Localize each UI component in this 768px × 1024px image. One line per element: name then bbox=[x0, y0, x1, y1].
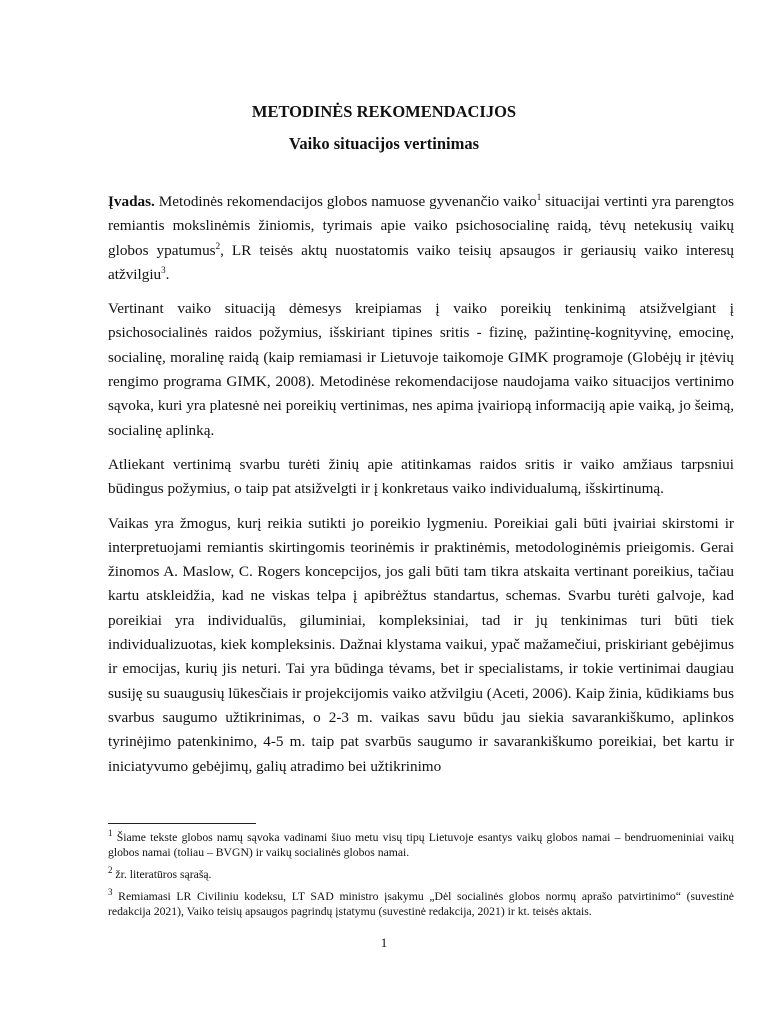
footnote-mark-3: 3 bbox=[108, 887, 113, 898]
introduction-text-d: . bbox=[165, 265, 170, 283]
footnote-text-1: Šiame tekste globos namų sąvoka vadinami šiuo metu visų tipų Lietuvoje esantys vaikų globos namai – bendruomeniniai vaikų globos namai (toliau – BVGN) ir vaikų socialinės globos namai. bbox=[108, 831, 734, 859]
introduction-text-c: , LR teisės aktų nuostatomis vaiko teisių apsaugos ir geriausių vaiko interesų atžvilgiu bbox=[108, 241, 734, 283]
footnote-ref-2[interactable]: 2 bbox=[215, 240, 221, 251]
footnote-text-3: Remiamasi LR Civiliniu kodeksu, LT SAD ministro įsakymu „Dėl socialinės globos normų aprašo patvirtinimo“ (suvestinė redakcija 2021), Vaiko teisių apsaugos pagrindų įstatymu (suvestinė redakcija, 2021) ir kt. teisės aktais. bbox=[108, 890, 734, 918]
footnote-1 bbox=[108, 830, 734, 860]
footnote-mark-1: 1 bbox=[108, 828, 113, 839]
introduction-lead: Įvadas. bbox=[108, 193, 155, 210]
introduction-text-b: situacijai vertinti yra parengtos remiantis mokslinėmis žiniomis, tyrimais apie vaiko psichosocialinę raidą, tėvų netekusių vaikų globos ypatumus bbox=[108, 193, 734, 259]
paragraph-introduction bbox=[108, 190, 734, 287]
paragraph-assessment: Vertinant vaiko situaciją dėmesys kreipiamas į vaiko poreikių tenkinimą atsižvelgiant į psichosocialinės raidos požymius, išskiriant tipines sritis - fizinę, pažintinę-kognityvinę, emocinę, socialinę, moralinę raidą (kaip remiamasi ir Lietuvoje taikomoje GIMK programoje (Globėjų ir įtėvių rengimo programa GIMK, 2008). Metodinėse rekomendacijose naudojama vaiko situacijos vertinimo sąvoka, kuri yra platesnė nei poreikių vertinimas, nes apima įvairiopą informaciją apie vaiką, jo šeimą, socialinę aplinką. bbox=[108, 300, 734, 439]
footnote-2 bbox=[108, 867, 734, 882]
document-subtitle: Vaiko situacijos vertinimas bbox=[288, 134, 480, 153]
footnote-3 bbox=[108, 889, 734, 919]
footnote-ref-1[interactable]: 1 bbox=[536, 191, 542, 202]
page-number: 1 bbox=[380, 935, 388, 950]
footnote-ref-3[interactable]: 3 bbox=[161, 264, 166, 275]
footnote-mark-2: 2 bbox=[108, 865, 113, 876]
footnote-text-2: žr. literatūros sąrašą. bbox=[112, 868, 212, 881]
introduction-text-a: Metodinės rekomendacijos globos namuose gyvenančio vaiko bbox=[154, 193, 537, 210]
paragraph-needs: Vaikas yra žmogus, kurį reikia sutikti jo poreikio lygmeniu. Poreikiai gali būti įvairiai skirstomi ir interpretuojami remiantis skirtingomis teorinėmis ir praktinėmis, metodologinėmis prieigomis. Gerai žinomos A. Maslow, C. Rogers koncepcijos, jos gali būti tam tikra atskaita vertinant poreikius, tačiau kartu atskleidžia, kad ne viskas telpa į apibrėžtus standartus, schemas. Svarbu turėti galvoje, kad poreikiai yra individualūs, giluminiai, kompleksiniai, tad ir jų tenkinimas turi būti tiek individualizuotas, kiek kompleksinis. Dažnai klystama vaikui, ypač mažamečiui, priskiriant gebėjimus ir emocijas, kurių jis neturi. Tai yra būdinga tėvams, bet ir specialistams, ir tokie vertinimai daugiau susiję su suaugusių lūkesčiais ir projekcijomis vaiko atžvilgiu (Aceti, 2006). Kaip žinia, kūdikiams bus svarbus saugumo užtikrinimas, o 2-3 m. vaikas savu būdu jau siekia savarankiškumo, aplinkos tyrinėjimo patenkinimo, 4-5 m. taip pat svarbūs saugumo ir savarankiškumo poreikiai, bet kartu ir iniciatyvumo gebėjimų, galių atradimo bei užtikrinimo bbox=[108, 514, 734, 775]
footnote-separator bbox=[108, 823, 256, 824]
paragraph-knowledge: Atliekant vertinimą svarbu turėti žinių apie atitinkamas raidos sritis ir vaiko amžiaus tarpsniui būdingus požymius, o taip pat atsižvelgti ir į konkretaus vaiko individualumą, išskirtinumą. bbox=[108, 455, 734, 498]
document-body bbox=[108, 190, 734, 789]
footnotes bbox=[108, 830, 734, 926]
document-title: METODINĖS REKOMENDACIJOS bbox=[251, 102, 517, 121]
